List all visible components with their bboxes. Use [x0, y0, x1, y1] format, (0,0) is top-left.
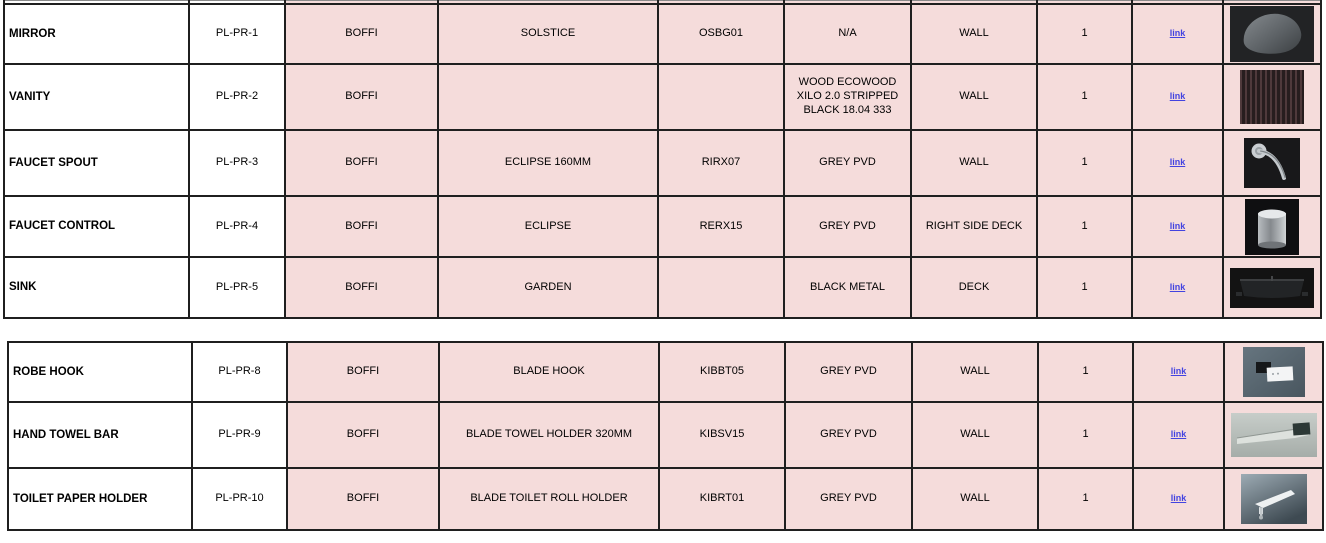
- qty-cell[interactable]: 1: [1037, 196, 1132, 257]
- product-link[interactable]: link: [1170, 429, 1187, 440]
- brand-cell[interactable]: BOFFI: [287, 402, 439, 468]
- product-link[interactable]: link: [1170, 366, 1187, 377]
- product-cell[interactable]: SOLSTICE: [438, 4, 658, 64]
- item-code-cell[interactable]: PL-PR-9: [192, 402, 287, 468]
- link-cell: [1132, 64, 1223, 130]
- item-code-cell[interactable]: PL-PR-3: [189, 130, 285, 196]
- product-cell[interactable]: BLADE HOOK: [439, 342, 659, 402]
- mounting-cell[interactable]: WALL: [912, 402, 1038, 468]
- product-cell[interactable]: ECLIPSE: [438, 196, 658, 257]
- model-cell[interactable]: KIBRT01: [659, 468, 785, 530]
- mounting-cell[interactable]: WALL: [911, 4, 1037, 64]
- model-cell[interactable]: KIBSV15: [659, 402, 785, 468]
- mirror-thumbnail[interactable]: [1230, 6, 1314, 62]
- qty-cell[interactable]: 1: [1038, 468, 1133, 530]
- qty-cell[interactable]: 1: [1037, 64, 1132, 130]
- brand-cell[interactable]: BOFFI: [287, 468, 439, 530]
- qty-cell[interactable]: 1: [1037, 4, 1132, 64]
- sink-thumbnail[interactable]: [1230, 268, 1314, 308]
- link-cell: [1132, 257, 1223, 318]
- item-code-cell[interactable]: PL-PR-8: [192, 342, 287, 402]
- item-name-cell[interactable]: TOILET PAPER HOLDER: [8, 468, 192, 530]
- finish-cell[interactable]: GREY PVD: [784, 196, 911, 257]
- link-cell: [1132, 130, 1223, 196]
- finish-cell[interactable]: GREY PVD: [785, 468, 912, 530]
- image-cell: [1223, 4, 1321, 64]
- link-cell: [1133, 402, 1224, 468]
- qty-cell[interactable]: 1: [1037, 130, 1132, 196]
- qty-cell[interactable]: 1: [1038, 402, 1133, 468]
- mounting-cell[interactable]: WALL: [911, 130, 1037, 196]
- item-name-cell[interactable]: FAUCET CONTROL: [4, 196, 189, 257]
- model-cell[interactable]: [658, 257, 784, 318]
- item-name-cell[interactable]: MIRROR: [4, 4, 189, 64]
- model-cell[interactable]: KIBBT05: [659, 342, 785, 402]
- product-cell[interactable]: ECLIPSE 160MM: [438, 130, 658, 196]
- brand-cell[interactable]: BOFFI: [285, 64, 438, 130]
- model-cell[interactable]: RERX15: [658, 196, 784, 257]
- product-link[interactable]: link: [1170, 493, 1187, 504]
- item-code-cell[interactable]: PL-PR-5: [189, 257, 285, 318]
- table-row: [4, 130, 1321, 196]
- toilet-paper-holder-thumbnail[interactable]: [1241, 474, 1307, 524]
- item-name-cell[interactable]: SINK: [4, 257, 189, 318]
- brand-cell[interactable]: BOFFI: [285, 257, 438, 318]
- brand-cell[interactable]: BOFFI: [287, 342, 439, 402]
- item-name-cell[interactable]: HAND TOWEL BAR: [8, 402, 192, 468]
- product-link[interactable]: link: [1169, 157, 1186, 168]
- table-row: [4, 196, 1321, 257]
- finish-cell[interactable]: BLACK METAL: [784, 257, 911, 318]
- faucet-control-thumbnail[interactable]: [1245, 199, 1299, 255]
- table-row: [4, 257, 1321, 318]
- table-row: [8, 342, 1323, 402]
- finish-cell[interactable]: GREY PVD: [784, 130, 911, 196]
- link-cell: [1133, 468, 1224, 530]
- image-cell: [1224, 342, 1323, 402]
- product-link[interactable]: link: [1169, 28, 1186, 39]
- item-code-cell[interactable]: PL-PR-1: [189, 4, 285, 64]
- product-link[interactable]: link: [1169, 91, 1186, 102]
- mounting-cell[interactable]: WALL: [912, 468, 1038, 530]
- product-cell[interactable]: BLADE TOWEL HOLDER 320MM: [439, 402, 659, 468]
- mounting-cell[interactable]: RIGHT SIDE DECK: [911, 196, 1037, 257]
- item-name-cell[interactable]: VANITY: [4, 64, 189, 130]
- image-cell: [1224, 468, 1323, 530]
- model-cell[interactable]: RIRX07: [658, 130, 784, 196]
- brand-cell[interactable]: BOFFI: [285, 196, 438, 257]
- table-row: [8, 468, 1323, 530]
- robe-hook-thumbnail[interactable]: [1243, 347, 1305, 397]
- product-link[interactable]: link: [1169, 220, 1186, 231]
- image-cell: [1223, 257, 1321, 318]
- product-link[interactable]: link: [1169, 281, 1186, 292]
- mirror-shape: [1241, 11, 1303, 58]
- product-cell[interactable]: BLADE TOILET ROLL HOLDER: [439, 468, 659, 530]
- image-cell: [1223, 196, 1321, 257]
- faucet-spout-thumbnail[interactable]: [1244, 138, 1300, 188]
- towel-bar-thumbnail[interactable]: [1231, 413, 1317, 457]
- wood-texture-thumbnail[interactable]: [1240, 70, 1304, 124]
- table-row: [8, 402, 1323, 468]
- product-cell[interactable]: GARDEN: [438, 257, 658, 318]
- link-cell: [1132, 196, 1223, 257]
- mounting-cell[interactable]: WALL: [911, 64, 1037, 130]
- mounting-cell[interactable]: WALL: [912, 342, 1038, 402]
- item-name-cell[interactable]: FAUCET SPOUT: [4, 130, 189, 196]
- product-cell[interactable]: [438, 64, 658, 130]
- item-name-cell[interactable]: ROBE HOOK: [8, 342, 192, 402]
- finish-cell[interactable]: N/A: [784, 4, 911, 64]
- model-cell[interactable]: OSBG01: [658, 4, 784, 64]
- item-code-cell[interactable]: PL-PR-2: [189, 64, 285, 130]
- image-cell: [1223, 64, 1321, 130]
- image-cell: [1223, 130, 1321, 196]
- item-code-cell[interactable]: PL-PR-10: [192, 468, 287, 530]
- brand-cell[interactable]: BOFFI: [285, 130, 438, 196]
- finish-cell[interactable]: GREY PVD: [785, 342, 912, 402]
- link-cell: [1132, 4, 1223, 64]
- qty-cell[interactable]: 1: [1037, 257, 1132, 318]
- table-row: [4, 4, 1321, 64]
- finish-cell[interactable]: WOOD ECOWOOD XILO 2.0 STRIPPED BLACK 18.04 333: [784, 64, 911, 130]
- item-code-cell[interactable]: PL-PR-4: [189, 196, 285, 257]
- table-row: [4, 64, 1321, 130]
- mounting-cell[interactable]: DECK: [911, 257, 1037, 318]
- product-schedule-table-upper: [3, 0, 1322, 319]
- image-cell: [1224, 402, 1323, 468]
- model-cell[interactable]: [658, 64, 784, 130]
- product-schedule-table-lower: [7, 341, 1324, 531]
- finish-cell[interactable]: GREY PVD: [785, 402, 912, 468]
- brand-cell[interactable]: BOFFI: [285, 4, 438, 64]
- qty-cell[interactable]: 1: [1038, 342, 1133, 402]
- link-cell: [1133, 342, 1224, 402]
